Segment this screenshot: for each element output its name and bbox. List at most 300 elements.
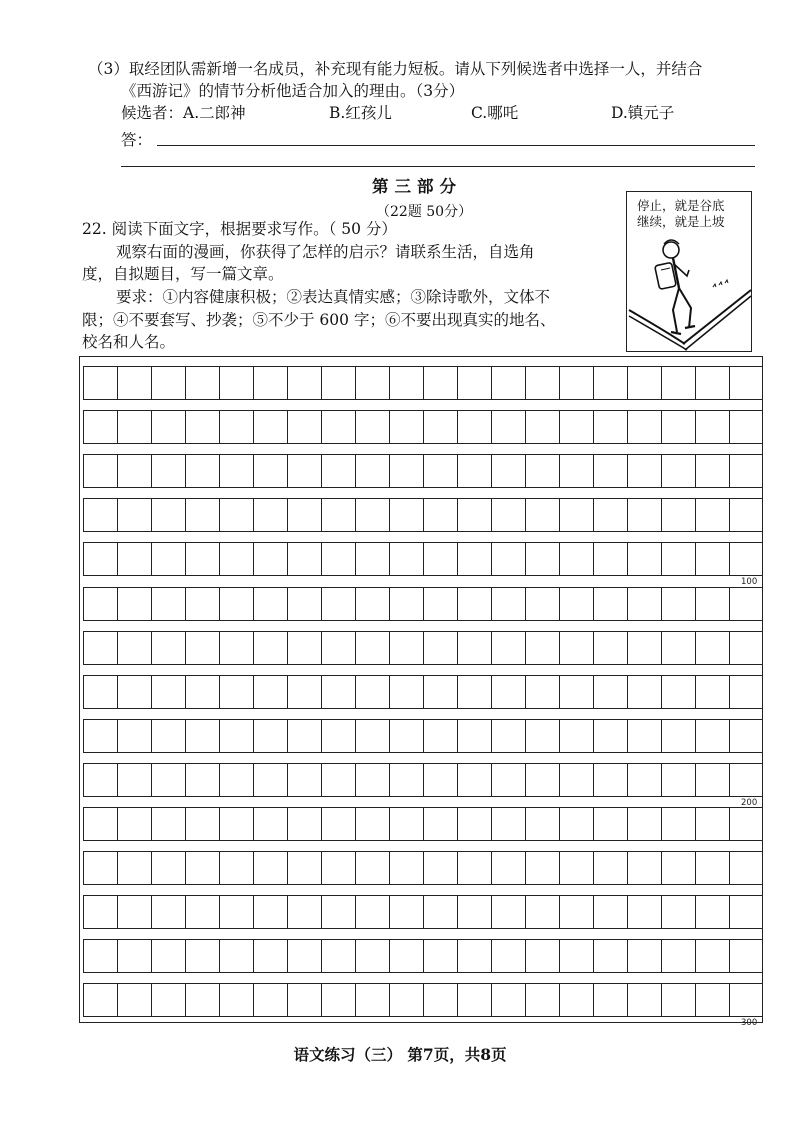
grid-cell[interactable] [151, 410, 185, 444]
grid-cell[interactable] [83, 410, 117, 444]
grid-cell[interactable] [423, 631, 457, 665]
grid-cell[interactable] [593, 454, 627, 488]
grid-cell[interactable] [593, 939, 627, 973]
grid-cell[interactable] [627, 366, 661, 400]
grid-cell[interactable] [83, 498, 117, 532]
grid-cell[interactable] [389, 939, 423, 973]
grid-cell[interactable] [321, 410, 355, 444]
grid-cell[interactable] [321, 983, 355, 1017]
grid-cell[interactable] [457, 851, 491, 885]
grid-cell[interactable] [525, 542, 559, 576]
grid-cell[interactable] [321, 542, 355, 576]
grid-cell[interactable] [593, 895, 627, 929]
grid-cell[interactable] [491, 366, 525, 400]
grid-cell[interactable] [525, 675, 559, 709]
grid-cell[interactable] [219, 939, 253, 973]
grid-cell[interactable] [287, 895, 321, 929]
grid-cell[interactable] [389, 454, 423, 488]
grid-cell[interactable] [695, 983, 729, 1017]
grid-cell[interactable] [525, 719, 559, 753]
grid-cell[interactable] [151, 807, 185, 841]
grid-cell[interactable] [729, 939, 763, 973]
grid-cell[interactable] [321, 631, 355, 665]
grid-cell[interactable] [253, 983, 287, 1017]
grid-cell[interactable] [423, 851, 457, 885]
grid-cell[interactable] [695, 807, 729, 841]
grid-cell[interactable] [695, 939, 729, 973]
grid-cell[interactable] [355, 851, 389, 885]
grid-cell[interactable] [287, 675, 321, 709]
grid-cell[interactable] [695, 763, 729, 797]
grid-cell[interactable] [151, 983, 185, 1017]
grid-cell[interactable] [389, 983, 423, 1017]
grid-cell[interactable] [389, 366, 423, 400]
grid-cell[interactable] [253, 631, 287, 665]
grid-cell[interactable] [253, 851, 287, 885]
grid-cell[interactable] [253, 410, 287, 444]
grid-cell[interactable] [457, 807, 491, 841]
grid-cell[interactable] [491, 587, 525, 621]
grid-cell[interactable] [559, 719, 593, 753]
grid-cell[interactable] [491, 851, 525, 885]
grid-cell[interactable] [151, 366, 185, 400]
grid-cell[interactable] [117, 851, 151, 885]
grid-cell[interactable] [219, 498, 253, 532]
grid-cell[interactable] [423, 587, 457, 621]
grid-cell[interactable] [593, 983, 627, 1017]
grid-cell[interactable] [321, 454, 355, 488]
grid-cell[interactable] [185, 939, 219, 973]
grid-cell[interactable] [627, 895, 661, 929]
grid-cell[interactable] [287, 454, 321, 488]
grid-cell[interactable] [355, 675, 389, 709]
grid-cell[interactable] [355, 366, 389, 400]
grid-cell[interactable] [389, 675, 423, 709]
grid-cell[interactable] [117, 410, 151, 444]
grid-cell[interactable] [321, 763, 355, 797]
grid-cell[interactable] [457, 631, 491, 665]
grid-cell[interactable] [287, 983, 321, 1017]
grid-cell[interactable] [661, 631, 695, 665]
grid-cell[interactable] [661, 366, 695, 400]
grid-cell[interactable] [491, 939, 525, 973]
grid-cell[interactable] [627, 498, 661, 532]
grid-cell[interactable] [321, 851, 355, 885]
grid-cell[interactable] [627, 410, 661, 444]
grid-cell[interactable] [729, 895, 763, 929]
grid-cell[interactable] [355, 719, 389, 753]
grid-cell[interactable] [491, 410, 525, 444]
grid-cell[interactable] [151, 542, 185, 576]
grid-cell[interactable] [219, 587, 253, 621]
grid-cell[interactable] [253, 895, 287, 929]
grid-cell[interactable] [661, 454, 695, 488]
grid-cell[interactable] [83, 851, 117, 885]
grid-cell[interactable] [83, 939, 117, 973]
grid-cell[interactable] [355, 587, 389, 621]
grid-cell[interactable] [389, 851, 423, 885]
grid-cell[interactable] [593, 675, 627, 709]
grid-cell[interactable] [627, 675, 661, 709]
grid-cell[interactable] [627, 763, 661, 797]
grid-cell[interactable] [457, 983, 491, 1017]
grid-cell[interactable] [559, 631, 593, 665]
grid-cell[interactable] [355, 454, 389, 488]
grid-cell[interactable] [729, 763, 763, 797]
grid-cell[interactable] [355, 983, 389, 1017]
grid-cell[interactable] [559, 807, 593, 841]
grid-cell[interactable] [593, 498, 627, 532]
grid-cell[interactable] [321, 587, 355, 621]
grid-cell[interactable] [219, 542, 253, 576]
grid-cell[interactable] [389, 542, 423, 576]
grid-cell[interactable] [253, 807, 287, 841]
grid-cell[interactable] [117, 631, 151, 665]
grid-cell[interactable] [287, 542, 321, 576]
grid-cell[interactable] [151, 454, 185, 488]
grid-cell[interactable] [525, 366, 559, 400]
grid-cell[interactable] [83, 807, 117, 841]
grid-cell[interactable] [627, 587, 661, 621]
grid-cell[interactable] [83, 719, 117, 753]
grid-cell[interactable] [491, 631, 525, 665]
grid-cell[interactable] [729, 675, 763, 709]
grid-cell[interactable] [117, 498, 151, 532]
grid-cell[interactable] [253, 542, 287, 576]
grid-cell[interactable] [117, 366, 151, 400]
grid-cell[interactable] [117, 719, 151, 753]
grid-cell[interactable] [185, 851, 219, 885]
grid-cell[interactable] [423, 939, 457, 973]
grid-cell[interactable] [287, 366, 321, 400]
grid-cell[interactable] [151, 895, 185, 929]
grid-cell[interactable] [151, 631, 185, 665]
grid-cell[interactable] [457, 587, 491, 621]
grid-cell[interactable] [525, 498, 559, 532]
grid-cell[interactable] [219, 454, 253, 488]
grid-cell[interactable] [729, 498, 763, 532]
grid-cell[interactable] [423, 410, 457, 444]
grid-cell[interactable] [457, 939, 491, 973]
grid-cell[interactable] [151, 939, 185, 973]
grid-cell[interactable] [457, 895, 491, 929]
grid-cell[interactable] [389, 895, 423, 929]
grid-cell[interactable] [593, 719, 627, 753]
grid-cell[interactable] [389, 763, 423, 797]
grid-cell[interactable] [151, 498, 185, 532]
grid-cell[interactable] [117, 763, 151, 797]
grid-cell[interactable] [355, 939, 389, 973]
grid-cell[interactable] [185, 675, 219, 709]
grid-cell[interactable] [491, 807, 525, 841]
grid-cell[interactable] [423, 498, 457, 532]
grid-cell[interactable] [185, 542, 219, 576]
grid-cell[interactable] [423, 719, 457, 753]
grid-cell[interactable] [321, 939, 355, 973]
grid-cell[interactable] [491, 542, 525, 576]
grid-cell[interactable] [253, 939, 287, 973]
grid-cell[interactable] [83, 366, 117, 400]
grid-cell[interactable] [491, 895, 525, 929]
grid-cell[interactable] [627, 983, 661, 1017]
grid-cell[interactable] [389, 587, 423, 621]
grid-cell[interactable] [457, 719, 491, 753]
grid-cell[interactable] [457, 454, 491, 488]
grid-cell[interactable] [355, 410, 389, 444]
grid-cell[interactable] [151, 763, 185, 797]
grid-cell[interactable] [117, 542, 151, 576]
grid-cell[interactable] [423, 895, 457, 929]
grid-cell[interactable] [219, 807, 253, 841]
grid-cell[interactable] [185, 631, 219, 665]
grid-cell[interactable] [185, 719, 219, 753]
grid-cell[interactable] [661, 763, 695, 797]
grid-cell[interactable] [287, 587, 321, 621]
grid-cell[interactable] [253, 763, 287, 797]
grid-cell[interactable] [219, 631, 253, 665]
grid-cell[interactable] [695, 675, 729, 709]
grid-cell[interactable] [83, 763, 117, 797]
grid-cell[interactable] [525, 587, 559, 621]
grid-cell[interactable] [457, 542, 491, 576]
grid-cell[interactable] [457, 498, 491, 532]
grid-cell[interactable] [525, 631, 559, 665]
grid-cell[interactable] [661, 675, 695, 709]
grid-cell[interactable] [729, 366, 763, 400]
grid-cell[interactable] [627, 939, 661, 973]
grid-cell[interactable] [355, 498, 389, 532]
grid-cell[interactable] [729, 807, 763, 841]
grid-cell[interactable] [355, 807, 389, 841]
grid-cell[interactable] [219, 983, 253, 1017]
grid-cell[interactable] [627, 631, 661, 665]
grid-cell[interactable] [593, 542, 627, 576]
grid-cell[interactable] [423, 454, 457, 488]
grid-cell[interactable] [253, 675, 287, 709]
grid-cell[interactable] [525, 851, 559, 885]
grid-cell[interactable] [559, 410, 593, 444]
grid-cell[interactable] [525, 983, 559, 1017]
grid-cell[interactable] [457, 763, 491, 797]
grid-cell[interactable] [287, 851, 321, 885]
grid-cell[interactable] [695, 587, 729, 621]
grid-cell[interactable] [117, 807, 151, 841]
grid-cell[interactable] [661, 410, 695, 444]
grid-cell[interactable] [117, 895, 151, 929]
grid-cell[interactable] [423, 807, 457, 841]
grid-cell[interactable] [423, 763, 457, 797]
grid-cell[interactable] [525, 763, 559, 797]
grid-cell[interactable] [321, 675, 355, 709]
grid-cell[interactable] [593, 631, 627, 665]
grid-cell[interactable] [695, 542, 729, 576]
grid-cell[interactable] [287, 410, 321, 444]
grid-cell[interactable] [219, 675, 253, 709]
grid-cell[interactable] [627, 454, 661, 488]
grid-cell[interactable] [525, 454, 559, 488]
grid-cell[interactable] [525, 939, 559, 973]
grid-cell[interactable] [695, 410, 729, 444]
grid-cell[interactable] [287, 763, 321, 797]
grid-cell[interactable] [83, 631, 117, 665]
grid-cell[interactable] [219, 851, 253, 885]
grid-cell[interactable] [559, 542, 593, 576]
grid-cell[interactable] [729, 587, 763, 621]
grid-cell[interactable] [423, 983, 457, 1017]
grid-cell[interactable] [117, 454, 151, 488]
grid-cell[interactable] [287, 807, 321, 841]
grid-cell[interactable] [729, 983, 763, 1017]
grid-cell[interactable] [185, 366, 219, 400]
grid-cell[interactable] [253, 454, 287, 488]
grid-cell[interactable] [661, 719, 695, 753]
grid-cell[interactable] [185, 763, 219, 797]
grid-cell[interactable] [491, 719, 525, 753]
grid-cell[interactable] [151, 587, 185, 621]
grid-cell[interactable] [321, 807, 355, 841]
grid-cell[interactable] [287, 498, 321, 532]
grid-cell[interactable] [389, 498, 423, 532]
grid-cell[interactable] [287, 719, 321, 753]
grid-cell[interactable] [423, 542, 457, 576]
grid-cell[interactable] [661, 939, 695, 973]
grid-cell[interactable] [729, 631, 763, 665]
grid-cell[interactable] [185, 454, 219, 488]
grid-cell[interactable] [151, 675, 185, 709]
grid-cell[interactable] [117, 587, 151, 621]
grid-cell[interactable] [661, 587, 695, 621]
grid-cell[interactable] [389, 410, 423, 444]
grid-cell[interactable] [627, 807, 661, 841]
grid-cell[interactable] [661, 895, 695, 929]
grid-cell[interactable] [151, 851, 185, 885]
grid-cell[interactable] [457, 410, 491, 444]
grid-cell[interactable] [695, 454, 729, 488]
grid-cell[interactable] [389, 807, 423, 841]
grid-cell[interactable] [559, 454, 593, 488]
grid-cell[interactable] [253, 366, 287, 400]
grid-cell[interactable] [593, 851, 627, 885]
grid-cell[interactable] [83, 895, 117, 929]
grid-cell[interactable] [83, 983, 117, 1017]
grid-cell[interactable] [729, 542, 763, 576]
grid-cell[interactable] [627, 542, 661, 576]
grid-cell[interactable] [695, 631, 729, 665]
grid-cell[interactable] [559, 763, 593, 797]
grid-cell[interactable] [491, 675, 525, 709]
grid-cell[interactable] [219, 366, 253, 400]
grid-cell[interactable] [559, 939, 593, 973]
grid-cell[interactable] [491, 763, 525, 797]
grid-cell[interactable] [525, 807, 559, 841]
grid-cell[interactable] [729, 851, 763, 885]
grid-cell[interactable] [559, 587, 593, 621]
writing-grid[interactable] [79, 356, 763, 1029]
grid-cell[interactable] [321, 498, 355, 532]
grid-cell[interactable] [253, 498, 287, 532]
grid-cell[interactable] [117, 983, 151, 1017]
grid-cell[interactable] [593, 366, 627, 400]
grid-cell[interactable] [185, 498, 219, 532]
grid-cell[interactable] [219, 719, 253, 753]
grid-cell[interactable] [355, 542, 389, 576]
grid-cell[interactable] [593, 807, 627, 841]
grid-cell[interactable] [151, 719, 185, 753]
grid-cell[interactable] [117, 675, 151, 709]
grid-cell[interactable] [457, 675, 491, 709]
grid-cell[interactable] [491, 454, 525, 488]
grid-cell[interactable] [695, 851, 729, 885]
grid-cell[interactable] [219, 763, 253, 797]
grid-cell[interactable] [627, 851, 661, 885]
grid-cell[interactable] [355, 763, 389, 797]
grid-cell[interactable] [525, 410, 559, 444]
grid-cell[interactable] [83, 587, 117, 621]
grid-cell[interactable] [559, 983, 593, 1017]
grid-cell[interactable] [695, 895, 729, 929]
grid-cell[interactable] [185, 983, 219, 1017]
grid-cell[interactable] [661, 807, 695, 841]
grid-cell[interactable] [185, 587, 219, 621]
grid-cell[interactable] [355, 895, 389, 929]
grid-cell[interactable] [185, 410, 219, 444]
grid-cell[interactable] [729, 454, 763, 488]
grid-cell[interactable] [321, 366, 355, 400]
grid-cell[interactable] [253, 587, 287, 621]
grid-cell[interactable] [729, 719, 763, 753]
grid-cell[interactable] [491, 498, 525, 532]
grid-cell[interactable] [355, 631, 389, 665]
grid-cell[interactable] [593, 410, 627, 444]
grid-cell[interactable] [321, 719, 355, 753]
grid-cell[interactable] [559, 895, 593, 929]
grid-cell[interactable] [185, 895, 219, 929]
grid-cell[interactable] [695, 719, 729, 753]
grid-cell[interactable] [219, 895, 253, 929]
answer-line-1[interactable] [157, 145, 755, 146]
grid-cell[interactable] [627, 719, 661, 753]
grid-cell[interactable] [559, 366, 593, 400]
grid-cell[interactable] [559, 675, 593, 709]
grid-cell[interactable] [423, 675, 457, 709]
grid-cell[interactable] [525, 895, 559, 929]
grid-cell[interactable] [219, 410, 253, 444]
grid-cell[interactable] [117, 939, 151, 973]
grid-cell[interactable] [593, 763, 627, 797]
grid-cell[interactable] [287, 939, 321, 973]
grid-cell[interactable] [661, 851, 695, 885]
grid-cell[interactable] [729, 410, 763, 444]
grid-cell[interactable] [559, 498, 593, 532]
grid-cell[interactable] [661, 498, 695, 532]
grid-cell[interactable] [83, 675, 117, 709]
grid-cell[interactable] [423, 366, 457, 400]
grid-cell[interactable] [661, 983, 695, 1017]
grid-cell[interactable] [83, 542, 117, 576]
grid-cell[interactable] [287, 631, 321, 665]
grid-cell[interactable] [253, 719, 287, 753]
grid-cell[interactable] [491, 983, 525, 1017]
grid-cell[interactable] [321, 895, 355, 929]
grid-cell[interactable] [389, 719, 423, 753]
grid-cell[interactable] [83, 454, 117, 488]
grid-cell[interactable] [559, 851, 593, 885]
answer-line-2[interactable] [121, 166, 755, 167]
grid-cell[interactable] [695, 498, 729, 532]
grid-cell[interactable] [661, 542, 695, 576]
grid-cell[interactable] [593, 587, 627, 621]
grid-cell[interactable] [457, 366, 491, 400]
